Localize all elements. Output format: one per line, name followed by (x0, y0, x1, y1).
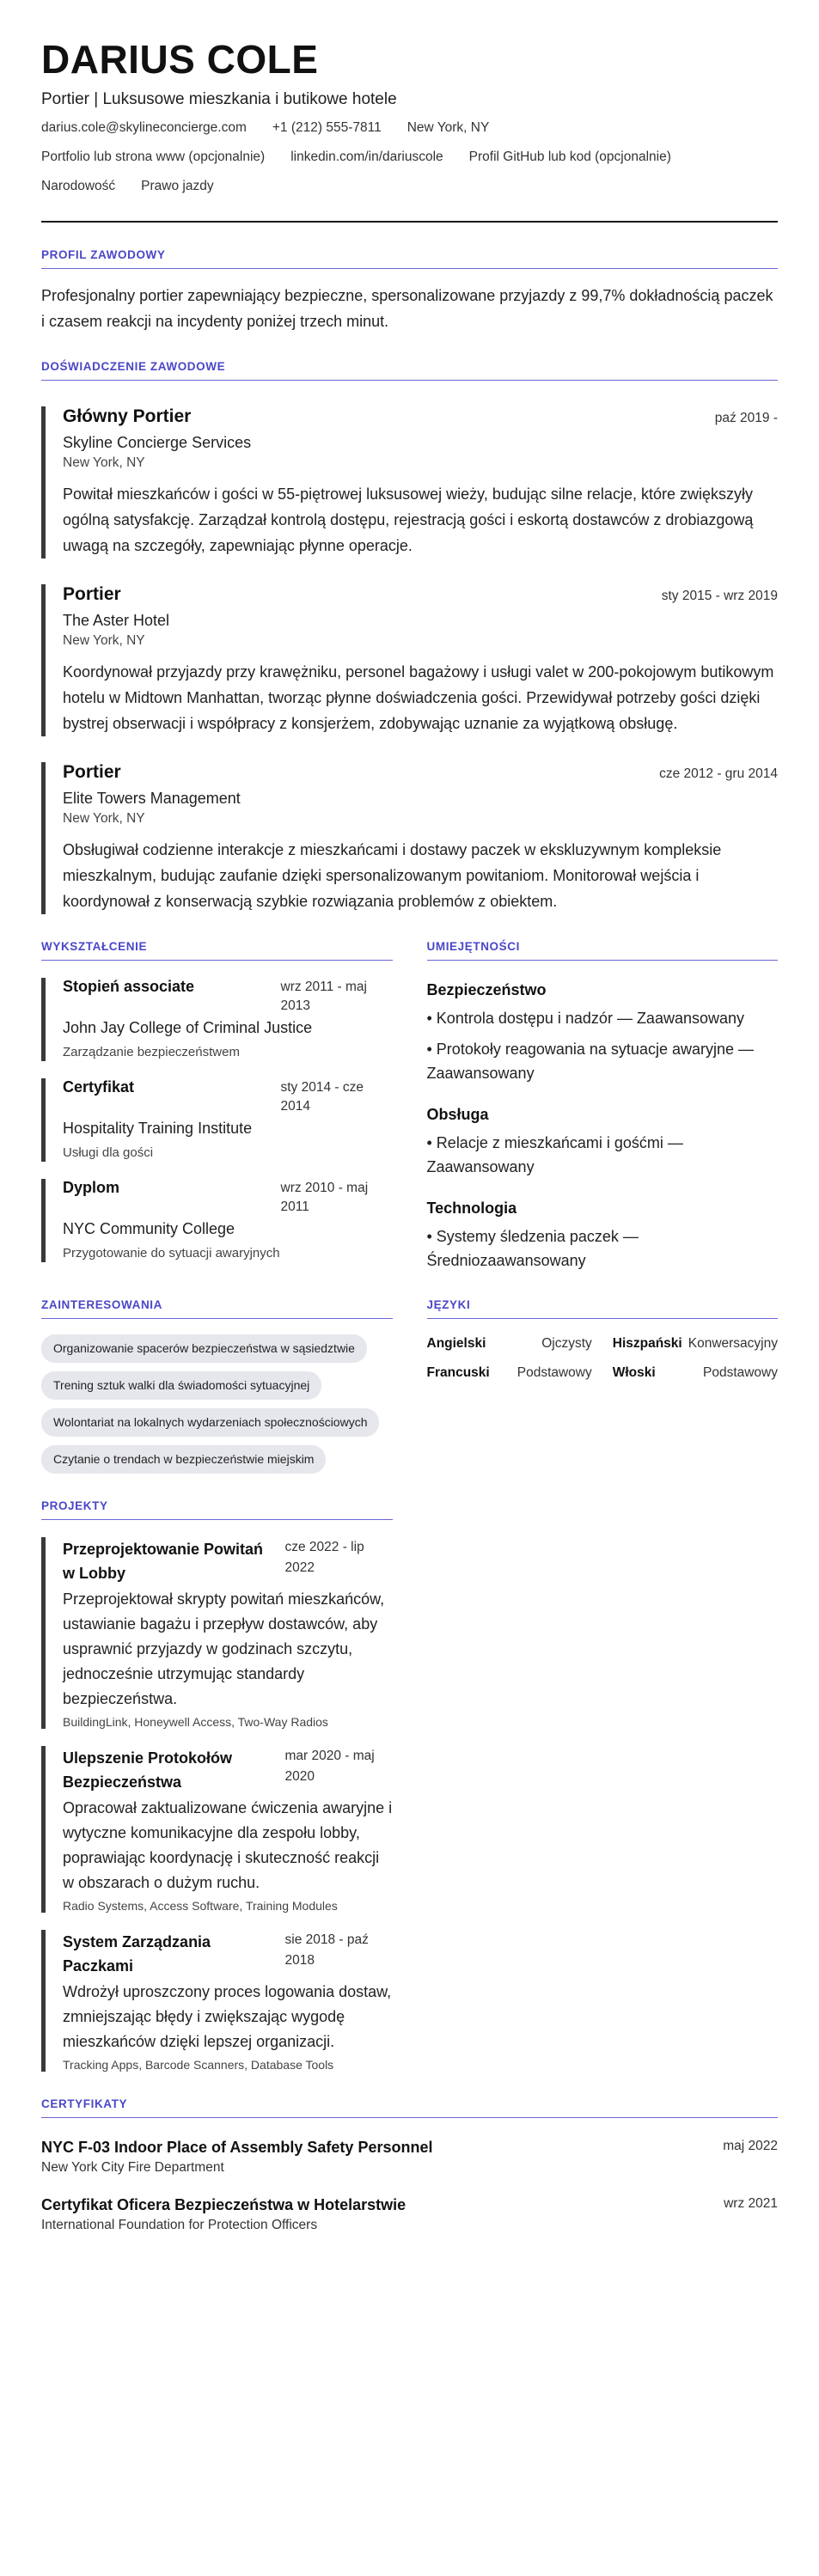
columns-projects (41, 1474, 778, 2072)
candidate-name: DARIUS COLE (41, 37, 319, 82)
degree: Dyplom (63, 1178, 120, 1196)
experience-item (41, 406, 778, 559)
job-location: New York, NY (63, 632, 145, 648)
certification-issuer: New York City Fire Department (41, 2159, 224, 2175)
interest-chips (41, 1334, 393, 1474)
section-title-certifications: CERTYFIKATY (41, 2097, 778, 2118)
education-item (41, 1179, 393, 1262)
job-location: New York, NY (63, 455, 145, 470)
job-dates: sty 2015 - wrz 2019 (661, 588, 778, 603)
language-name: Francuski (426, 1364, 490, 1380)
project-item (41, 1930, 393, 2072)
language-item (613, 1336, 778, 1352)
columns-education-skills (41, 914, 778, 1273)
project-dates: mar 2020 - maj 2020 (284, 1748, 375, 1784)
section-title-projects: PROJEKTY (41, 1499, 393, 1520)
section-title-summary: PROFIL ZAWODOWY (41, 248, 778, 269)
company-name: Skyline Concierge Services (63, 433, 252, 451)
skill-category: Technologia (426, 1199, 517, 1217)
education-column (41, 914, 393, 1273)
school-name: Hospitality Training Institute (63, 1119, 253, 1137)
degree: Stopień associate (63, 977, 195, 995)
language-level: Konwersacyjny (688, 1335, 778, 1351)
job-location: New York, NY (63, 810, 145, 826)
certification-name: NYC F-03 Indoor Place of Assembly Safety Personnel (41, 2138, 433, 2156)
certification-name: Certyfikat Oficera Bezpieczeństwa w Hotelarstwie (41, 2195, 406, 2213)
job-description: Koordynował przyjazdy przy krawężniku, personel bagażowy i usługi valet w 200-pokojowym butikowym hotelu w Midtown Manhattan, tworząc płynne doświadczenia gości. Przewidywał potrzeby gości dzięki bystrej obserwacji i współpracy z konsjerżem, zdobywając uznanie za wyjątkową obsługę. (63, 662, 774, 732)
interest-chip: Organizowanie spacerów bezpieczeństwa w sąsiedztwie (41, 1334, 367, 1363)
project-description: Opracował zaktualizowane ćwiczenia awaryjne i wytyczne komunikacyjne dla zespołu lobby, poprawiając koordynację i skuteczność reakcji w obszarach o dużym ruchu. (63, 1798, 393, 1891)
project-item (41, 1746, 393, 1913)
skills-column (427, 914, 779, 1273)
skill-item: • Systemy śledzenia paczek — Średniozaawansowany (426, 1227, 639, 1269)
language-level: Podstawowy (516, 1364, 592, 1380)
job-description: Obsługiwał codzienne interakcje z mieszkańcami i dostawy paczek w ekskluzywnym kompleksie mieszkalnym, budując zaufanie dzięki spersonalizowanym powitaniom. Monitorował wejścia i koordynował z konserwacją szybkie rozwiązania problemów z obiektem. (63, 840, 722, 910)
project-name: System Zarządzania Paczkami (63, 1932, 211, 1975)
experience-item (41, 762, 778, 914)
job-description: Powitał mieszkańców i gości w 55-piętrowej luksusowej wieży, budując silne relacje, które zwiększyły ogólną satysfakcję. Zarządzał kontrolą dostępu, rejestracją gości i eskortą dostawców z drobiazgową uwagą na szczegóły, zapewniając płynne operacje. (63, 485, 754, 554)
project-technologies: BuildingLink, Honeywell Access, Two-Way Radios (63, 1714, 328, 1729)
headline: Portier | Luksusowe mieszkania i butikowe hotele (41, 89, 397, 108)
project-dates: sie 2018 - paź 2018 (284, 1932, 369, 1968)
projects-column (41, 1474, 393, 2072)
company-name: Elite Towers Management (63, 789, 241, 807)
resume-header (41, 38, 778, 223)
columns-interests-languages (41, 1273, 778, 1474)
links-row (41, 149, 778, 166)
section-title-experience: DOŚWIADCZENIE ZAWODOWE (41, 360, 778, 381)
education-dates: sty 2014 - cze 2014 (280, 1079, 364, 1114)
field-of-study: Przygotowanie do sytuacji awaryjnych (63, 1245, 280, 1261)
contact-row (41, 119, 778, 137)
projects-empty-column (427, 1474, 779, 2072)
certification-item (41, 2139, 778, 2176)
summary-text: Profesjonalny portier zapewniający bezpieczne, spersonalizowane przyjazdy z 99,7% dokładnością paczek i czasem reakcji na incydenty poniżej trzech minut. (41, 286, 773, 330)
linkedin-link[interactable]: linkedin.com/in/dariuscole (290, 149, 443, 164)
project-description: Przeprojektował skrypty powitań mieszkańców, ustawianie bagażu i przepływ dostawców, aby usprawnić przyjazdy w godzinach szczytu, jednocześnie utrzymując standardy bezpieczeństwa. (63, 1590, 385, 1707)
interest-chip: Wolontariat na lokalnych wydarzeniach społecznościowych (41, 1408, 379, 1437)
project-item (41, 1537, 393, 1729)
education-item (41, 978, 393, 1061)
phone[interactable]: +1 (212) 555-7811 (272, 119, 382, 135)
education-dates: wrz 2011 - maj 2013 (280, 979, 367, 1013)
language-level: Ojczysty (541, 1335, 592, 1351)
language-name: Hiszpański (612, 1335, 682, 1351)
certification-date: wrz 2021 (724, 2195, 778, 2211)
language-item (427, 1336, 592, 1352)
company-name: The Aster Hotel (63, 611, 170, 629)
section-title-interests: ZAINTERESOWANIA (41, 1298, 393, 1319)
education-dates: wrz 2010 - maj 2011 (280, 1180, 369, 1214)
project-technologies: Tracking Apps, Barcode Scanners, Database Tools (63, 2057, 334, 2072)
github-link[interactable]: Profil GitHub lub kod (opcjonalnie) (468, 149, 671, 164)
interest-chip: Trening sztuk walki dla świadomości sytuacyjnej (41, 1371, 321, 1400)
interests-column (41, 1273, 393, 1474)
email[interactable]: darius.cole@skylineconcierge.com (41, 119, 247, 135)
skill-item: • Kontrola dostępu i nadzór — Zaawansowany (426, 1009, 745, 1027)
certification-issuer: International Foundation for Protection Officers (41, 2217, 318, 2232)
nationality: Narodowość (41, 178, 116, 193)
portfolio-link[interactable]: Portfolio lub strona www (opcjonalnie) (41, 149, 266, 164)
skill-category: Obsługa (426, 1105, 489, 1123)
language-name: Angielski (426, 1335, 486, 1351)
section-title-languages: JĘZYKI (427, 1298, 779, 1319)
interest-chip: Czytanie o trendach w bezpieczeństwie miejskim (41, 1445, 326, 1474)
degree: Certyfikat (63, 1077, 135, 1096)
skill-item: • Protokoły reagowania na sytuacje awaryjne — Zaawansowany (426, 1040, 754, 1082)
driving-license: Prawo jazdy (141, 178, 214, 193)
section-title-education: WYKSZTAŁCENIE (41, 940, 393, 961)
job-title: Portier (63, 583, 121, 604)
project-technologies: Radio Systems, Access Software, Training Modules (63, 1898, 338, 1913)
job-dates: paź 2019 - (714, 410, 778, 425)
field-of-study: Zarządzanie bezpieczeństwem (63, 1044, 240, 1059)
skill-item: • Relacje z mieszkańcami i gośćmi — Zaawansowany (426, 1133, 683, 1175)
skill-category: Bezpieczeństwo (426, 980, 547, 998)
header-divider (41, 221, 778, 223)
certification-date: maj 2022 (723, 2138, 778, 2153)
language-name: Włoski (612, 1364, 656, 1380)
extra-info-row (41, 178, 778, 195)
school-name: NYC Community College (63, 1219, 235, 1237)
project-dates: cze 2022 - lip 2022 (284, 1539, 364, 1575)
job-title: Portier (63, 761, 121, 782)
certification-item (41, 2196, 778, 2233)
experience-item (41, 584, 778, 736)
languages-grid (427, 1336, 779, 1381)
education-item (41, 1078, 393, 1162)
location: New York, NY (406, 119, 490, 135)
project-name: Ulepszenie Protokołów Bezpieczeństwa (63, 1749, 233, 1791)
language-level: Podstawowy (702, 1364, 778, 1380)
language-item (427, 1365, 592, 1381)
field-of-study: Usługi dla gości (63, 1145, 154, 1160)
job-title: Główny Portier (63, 406, 192, 426)
languages-column (427, 1273, 779, 1474)
section-title-skills: UMIEJĘTNOŚCI (427, 940, 779, 961)
project-description: Wdrożył uproszczony proces logowania dostaw, zmniejszając błędy i zwiększając wygodę mieszkańców dzięki lepszej organizacji. (63, 1982, 392, 2050)
project-name: Przeprojektowanie Powitań w Lobby (63, 1540, 264, 1582)
school-name: John Jay College of Criminal Justice (63, 1018, 313, 1036)
job-dates: cze 2012 - gru 2014 (659, 766, 778, 781)
language-item (613, 1365, 778, 1381)
